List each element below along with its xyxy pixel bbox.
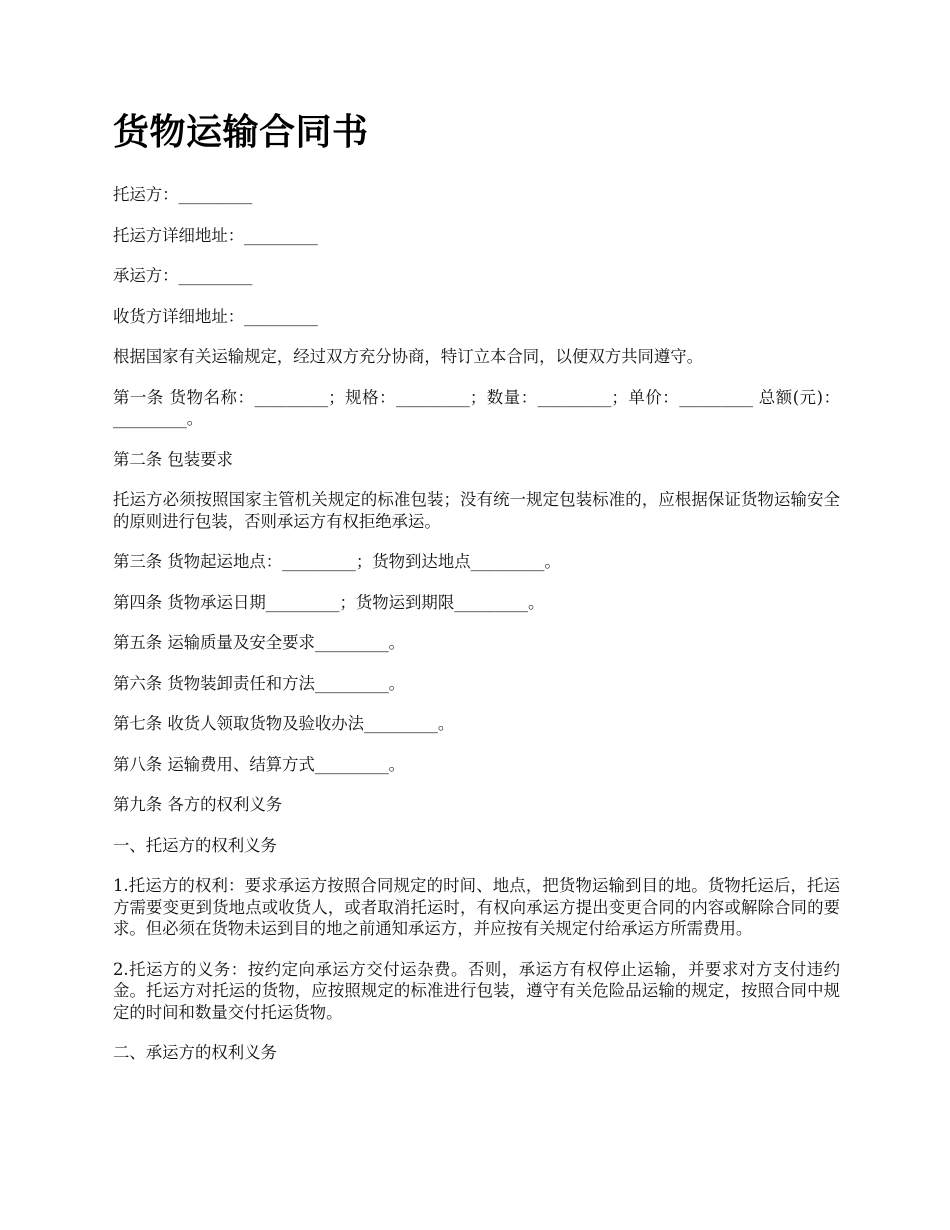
- section-2-heading: 二、承运方的权利义务: [113, 1043, 277, 1062]
- article-1-goods: 第一条 货物名称：_________；规格：_________；数量：_________；单价：_________ 总额(元)：_________。: [113, 387, 840, 428]
- carrier-name-line: 承运方：_________: [113, 266, 253, 285]
- article-8-fees: 第八条 运输费用、结算方式_________。: [113, 754, 406, 774]
- article-3-locations: 第三条 货物起运地点：_________；货物到达地点_________。: [113, 552, 561, 571]
- article-6-loading: 第六条 货物装卸责任和方法_________。: [113, 673, 406, 693]
- document-page: [113, 108, 840, 1083]
- shipper-address-line: 托运方详细地址：_________: [113, 225, 318, 245]
- article-5-quality: 第五条 运输质量及安全要求_________。: [113, 633, 406, 652]
- consignee-address-line: 收货方详细地址：_________: [113, 306, 318, 326]
- article-2-heading: 第二条 包装要求: [113, 449, 233, 469]
- article-7-acceptance: 第七条 收货人领取货物及验收办法_________。: [113, 714, 455, 733]
- article-4-dates: 第四条 货物承运日期_________；货物运到期限_________。: [113, 592, 545, 612]
- shipper-duties-paragraph: 2.托运方的义务：按约定向承运方交付运杂费。否则，承运方有权停止运输，并要求对方支付违约金。托运方对托运的货物，应按照规定的标准进行包装，遵守有关危险品运输的规定，按照合同中规定的时间和数量交付托运货物。: [113, 959, 840, 1022]
- article-2-body: 托运方必须按照国家主管机关规定的标准包装；没有统一规定包装标准的，应根据保证货物运输安全的原则进行包装，否则承运方有权拒绝承运。: [113, 490, 840, 531]
- section-1-heading: 一、托运方的权利义务: [113, 835, 277, 855]
- shipper-name-line: 托运方：_________: [113, 185, 253, 204]
- shipper-rights-paragraph: 1.托运方的权利：要求承运方按照合同规定的时间、地点，把货物运输到目的地。货物托运后，托运方需要变更到货地点或收货人，或者取消托运时，有权向承运方提出变更合同的内容或解除合同的要求。但必须在货物未运到目的地之前通知承运方，并应按有关规定付给承运方所需费用。: [113, 876, 840, 938]
- preamble-paragraph: 根据国家有关运输规定，经过双方充分协商，特订立本合同，以便双方共同遵守。: [113, 347, 704, 366]
- article-9-heading: 第九条 各方的权利义务: [113, 795, 283, 814]
- document-title: 货物运输合同书: [113, 112, 369, 153]
